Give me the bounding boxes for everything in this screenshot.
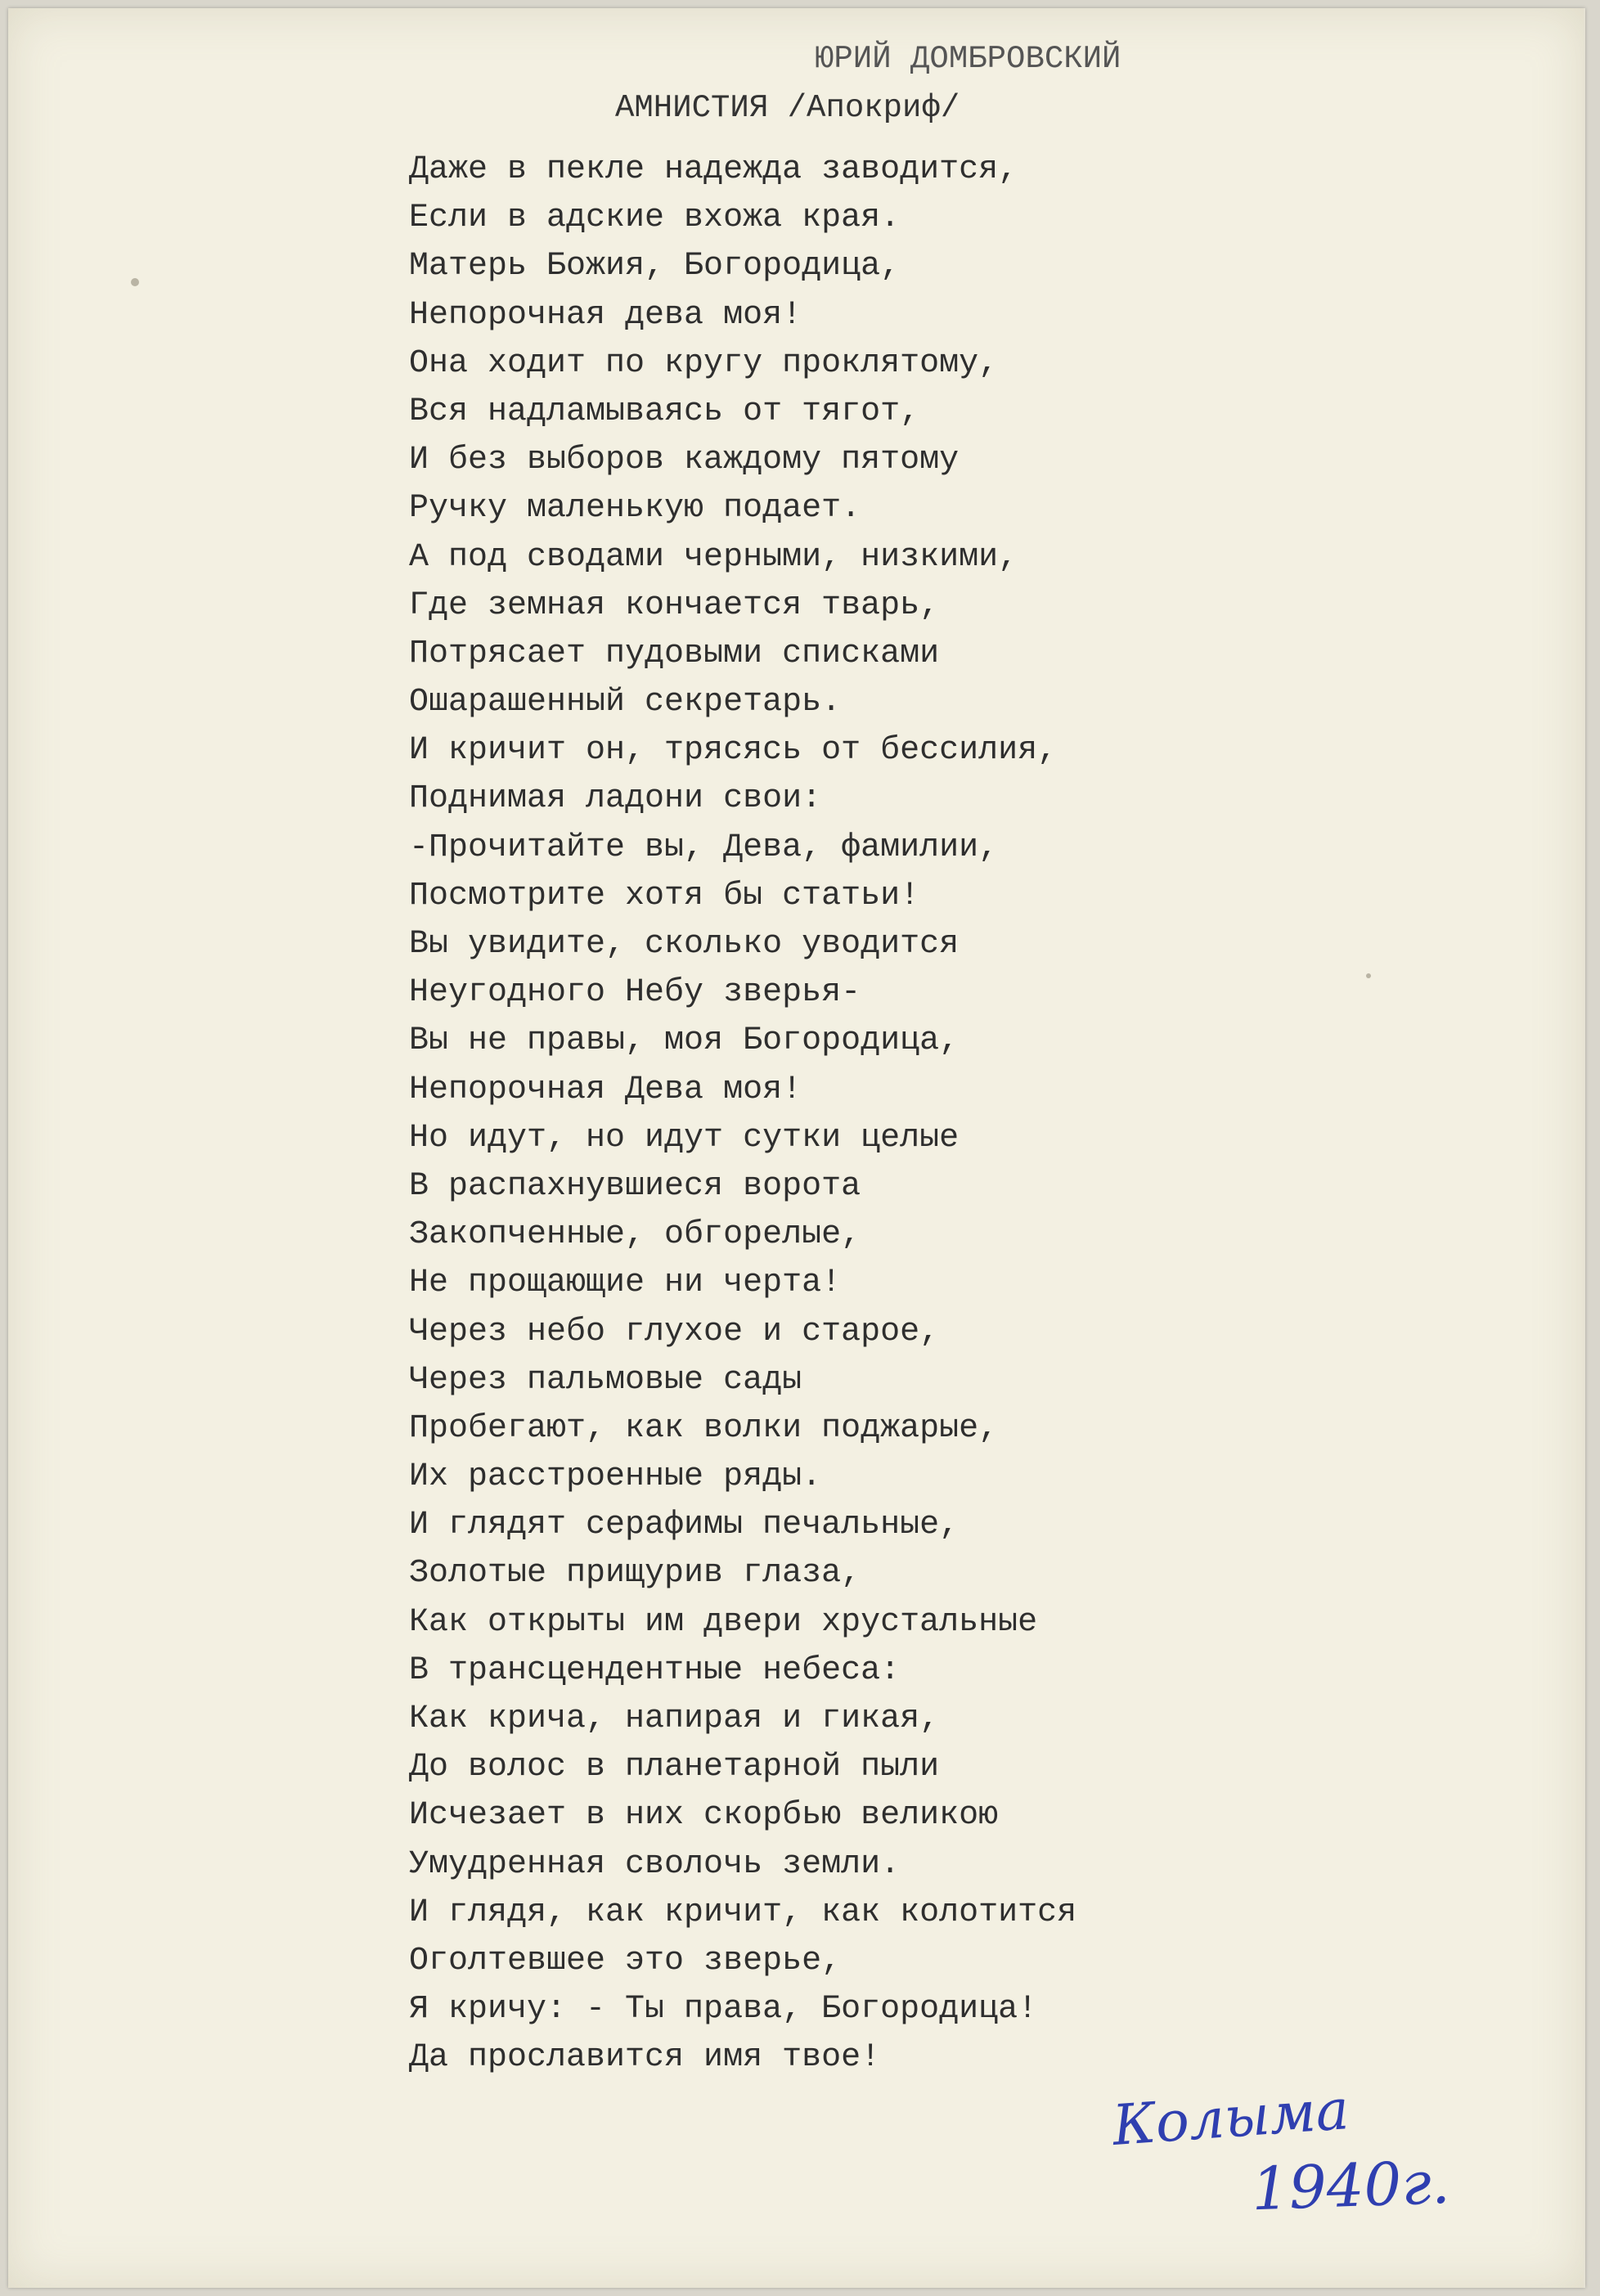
- paper-speck: [131, 278, 139, 286]
- poem-line: В распахнувшиеся ворота: [409, 1167, 861, 1205]
- poem-line: Непорочная дева моя!: [409, 296, 802, 334]
- handwritten-year: 1940г.: [1250, 2147, 1451, 2224]
- poem-line: Да прославится имя твое!: [409, 2039, 881, 2077]
- poem-text: [409, 146, 1227, 2083]
- poem-line: Даже в пекле надежда заводится,: [409, 151, 1018, 188]
- poem-line: Я кричу: - Ты права, Богородица!: [409, 1991, 1038, 2029]
- poem-line: А под сводами черными, низкими,: [409, 538, 1018, 576]
- poem-line: Ручку маленькую подает.: [409, 490, 861, 528]
- poem-line: Она ходит по кругу проклятому,: [409, 344, 999, 382]
- poem-line: Неугодного Небу зверья-: [409, 974, 861, 1012]
- author-name: ЮРИЙ ДОМБРОВСКИЙ: [815, 41, 1121, 77]
- poem-line: В трансцендентные небеса:: [409, 1651, 901, 1689]
- poem-line: Матерь Божия, Богородица,: [409, 248, 901, 285]
- handwritten-place: Колыма: [1110, 2078, 1351, 2159]
- poem-line: Но идут, но идут сутки целые: [409, 1119, 960, 1157]
- poem-line: И без выборов каждому пятому: [409, 442, 960, 479]
- poem-line: Умудренная сволочь земли.: [409, 1845, 901, 1883]
- typewritten-page: [8, 8, 1585, 2288]
- poem-line: И глядя, как кричит, как колотится: [409, 1894, 1077, 1931]
- poem-line: До волос в планетарной пыли: [409, 1749, 940, 1786]
- poem-line: Исчезает в них скорбью великою: [409, 1797, 999, 1835]
- poem-line: Через небо глухое и старое,: [409, 1313, 940, 1350]
- poem-line: Непорочная Дева моя!: [409, 1071, 802, 1108]
- handwritten-note: [1104, 2078, 1497, 2249]
- poem-line: И кричит он, трясясь от бессилия,: [409, 732, 1058, 770]
- poem-line: Вы не правы, моя Богородица,: [409, 1022, 960, 1060]
- poem-line: Золотые прищурив глаза,: [409, 1555, 861, 1593]
- poem-line: Пробегают, как волки поджарые,: [409, 1409, 999, 1447]
- poem-line: Не прощающие ни черта!: [409, 1265, 842, 1302]
- poem-line: Закопченные, обгорелые,: [409, 1216, 861, 1254]
- poem-line: Если в адские вхожа края.: [409, 200, 901, 237]
- poem-line: Через пальмовые сады: [409, 1361, 802, 1399]
- poem-line: Их расстроенные ряды.: [409, 1458, 822, 1496]
- poem-line: Потрясает пудовыми списками: [409, 635, 940, 672]
- poem-line: Ошарашенный секретарь.: [409, 684, 842, 721]
- poem-line: Поднимая ладони свои:: [409, 780, 822, 818]
- poem-line: Посмотрите хотя бы статьи!: [409, 877, 920, 914]
- poem-line: Вы увидите, сколько уводится: [409, 926, 960, 963]
- paper-speck: [1366, 973, 1371, 978]
- poem-line: Как открыты им двери хрустальные: [409, 1603, 1038, 1641]
- poem-line: И глядят серафимы печальные,: [409, 1507, 960, 1544]
- poem-title: АМНИСТИЯ /Апокриф/: [615, 90, 960, 126]
- poem-line: Где земная кончается тварь,: [409, 586, 940, 624]
- poem-line: Как крича, напирая и гикая,: [409, 1701, 940, 1737]
- poem-line: -Прочитайте вы, Дева, фамилии,: [409, 829, 999, 866]
- poem-line: Оголтевшее это зверье,: [409, 1942, 842, 1979]
- poem-line: Вся надламываясь от тягот,: [409, 393, 920, 430]
